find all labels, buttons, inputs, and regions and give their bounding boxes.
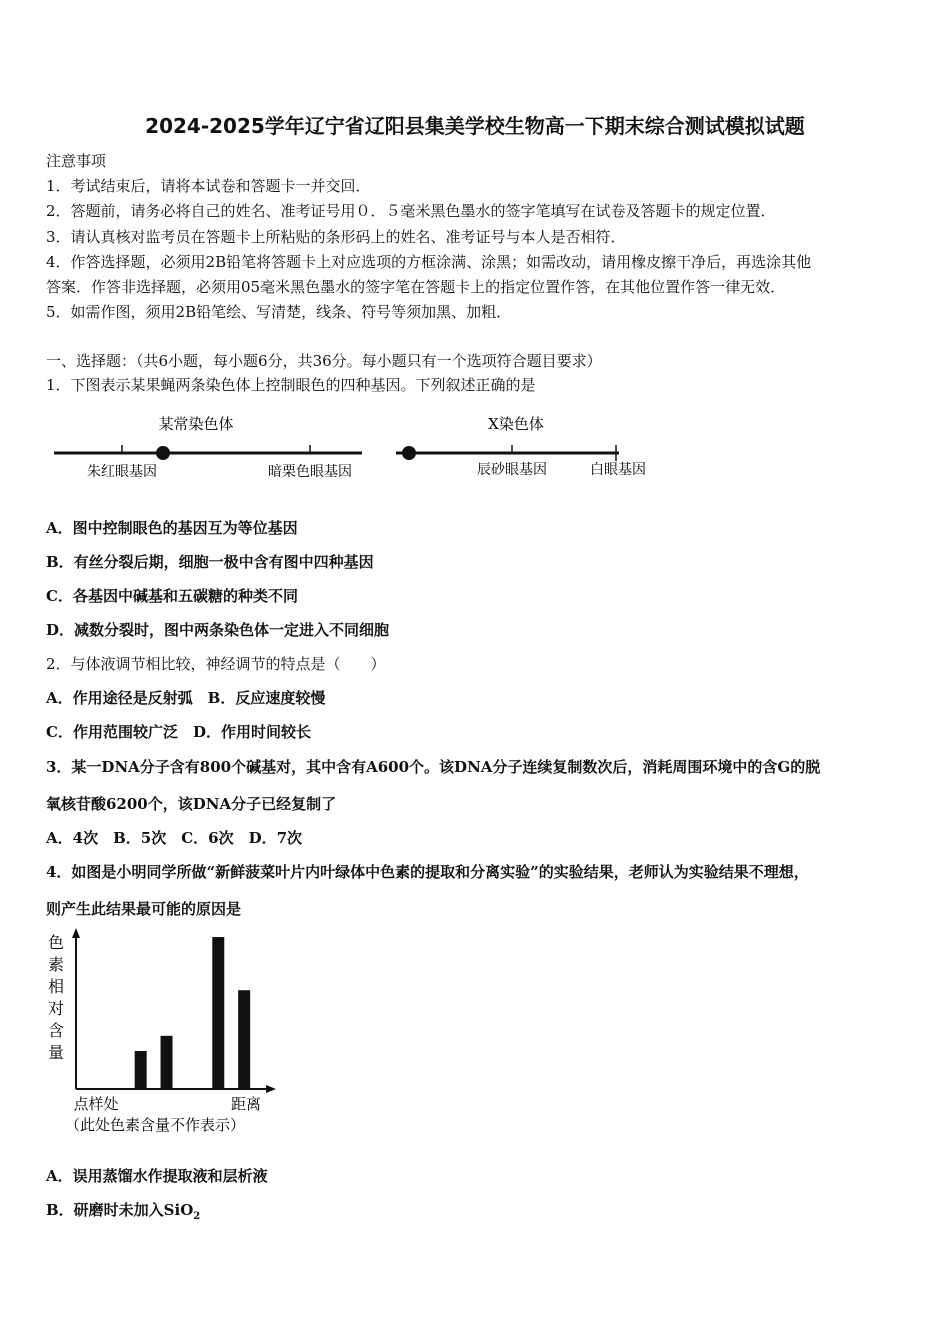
centromere-a xyxy=(156,446,170,460)
gene-a1-label: 朱红眼基因 xyxy=(87,464,157,480)
q1-stem: 1．下图表示某果蝇两条染色体上控制眼色的四种基因。下列叙述正确的是 xyxy=(46,376,536,394)
chart-bar xyxy=(135,1051,147,1089)
chart-bar xyxy=(238,990,250,1089)
chrom-a-label: 某常染色体 xyxy=(158,415,234,433)
q4-stem-line2: 则产生此结果最可能的原因是 xyxy=(46,900,242,918)
q1-option-d[interactable]: D．减数分裂时，图中两条染色体一定进入不同细胞 xyxy=(46,621,390,639)
notice-item: 3．请认真核对监考员在答题卡上所粘贴的条形码上的姓名、准考证号与本人是否相符． xyxy=(46,228,626,246)
gene-b1-label: 辰砂眼基因 xyxy=(477,462,547,478)
chart-y-label-char: 量 xyxy=(47,1043,65,1062)
notice-item: 5．如需作图，须用2B铅笔绘、写清楚，线条、符号等须加黑、加粗． xyxy=(46,303,512,321)
q3-options[interactable]: A．4次 B．5次 C．6次 D．7次 xyxy=(46,829,303,847)
q1-option-b[interactable]: B．有丝分裂后期，细胞一极中含有图中四种基因 xyxy=(46,553,374,571)
chart-bars xyxy=(135,937,250,1089)
chart-origin-label: 点样处 xyxy=(73,1095,119,1113)
chart-y-label-char: 色 xyxy=(47,933,65,952)
chart-y-arrow xyxy=(72,928,80,938)
q2-stem: 2．与体液调节相比较，神经调节的特点是（ ） xyxy=(46,655,386,673)
chart-note: （此处色素含量不作表示） xyxy=(64,1116,246,1134)
q1-option-c[interactable]: C．各基因中碱基和五碳糖的种类不同 xyxy=(46,587,298,605)
q2-options-line2[interactable]: C．作用范围较广泛 D．作用时间较长 xyxy=(46,723,311,741)
notice-item: 2．答题前，请务必将自己的姓名、准考证号用０．５毫米黑色墨水的签字笔填写在试卷及答题卡的规定位置． xyxy=(46,202,776,220)
page-title: 2024-2025学年辽宁省辽阳县集美学校生物高一下期末综合测试模拟试题 xyxy=(145,114,805,138)
q3-stem-line2: 氧核苷酸6200个，该DNA分子已经复制了 xyxy=(46,795,337,813)
chart-bar xyxy=(212,937,224,1089)
chromosome-figure xyxy=(46,408,666,488)
chart-y-label-char: 相 xyxy=(47,977,65,996)
chart-x-label: 距离 xyxy=(230,1095,262,1113)
chart-bar xyxy=(161,1036,173,1089)
chart-y-label-char: 素 xyxy=(47,955,65,974)
pigment-bar-chart xyxy=(40,926,290,1138)
q2-options-line1[interactable]: A．作用途径是反射弧 B．反应速度较慢 xyxy=(46,689,326,707)
q3-stem-line1: 3．某一DNA分子含有800个碱基对，其中含有A600个。该DNA分子连续复制数次后，消耗周围环境中的含G的脱 xyxy=(46,758,821,776)
chrom-b-label: X染色体 xyxy=(488,415,544,433)
chart-x-arrow xyxy=(266,1085,276,1093)
chart-y-label-char: 对 xyxy=(47,999,65,1018)
notice-heading: 注意事项 xyxy=(46,152,107,170)
section-heading: 一、选择题：（共6小题，每小题6分，共36分。每小题只有一个选项符合题目要求） xyxy=(46,352,602,370)
q4-option-b-text: B．研磨时未加入SiO xyxy=(46,1201,194,1219)
q4-option-b-subscript: 2 xyxy=(193,1211,201,1222)
chart-y-label xyxy=(48,933,64,1062)
notice-item: 4．作答选择题，必须用2B铅笔将答题卡上对应选项的方框涂满、涂黑；如需改动，请用橡皮擦干净后，再选涂其他 xyxy=(46,253,812,271)
chart-y-label-char: 含 xyxy=(47,1021,65,1040)
gene-a2-label: 暗栗色眼基因 xyxy=(268,464,352,480)
q4-option-a[interactable]: A．误用蒸馏水作提取液和层析液 xyxy=(46,1167,268,1185)
notice-item: 1．考试结束后，请将本试卷和答题卡一并交回． xyxy=(46,177,371,195)
gene-b2-label: 白眼基因 xyxy=(590,462,646,478)
q4-stem-line1: 4．如图是小明同学所做“新鲜菠菜叶片内叶绿体中色素的提取和分离实验”的实验结果，老师认为实验结果不理想， xyxy=(46,863,809,881)
q1-option-a[interactable]: A．图中控制眼色的基因互为等位基因 xyxy=(46,519,298,537)
notice-item: 答案．作答非选择题，必须用05毫米黑色墨水的签字笔在答题卡上的指定位置作答，在其他位置作答一律无效． xyxy=(46,278,786,296)
q4-option-b[interactable] xyxy=(46,1201,200,1226)
centromere-b xyxy=(402,446,416,460)
